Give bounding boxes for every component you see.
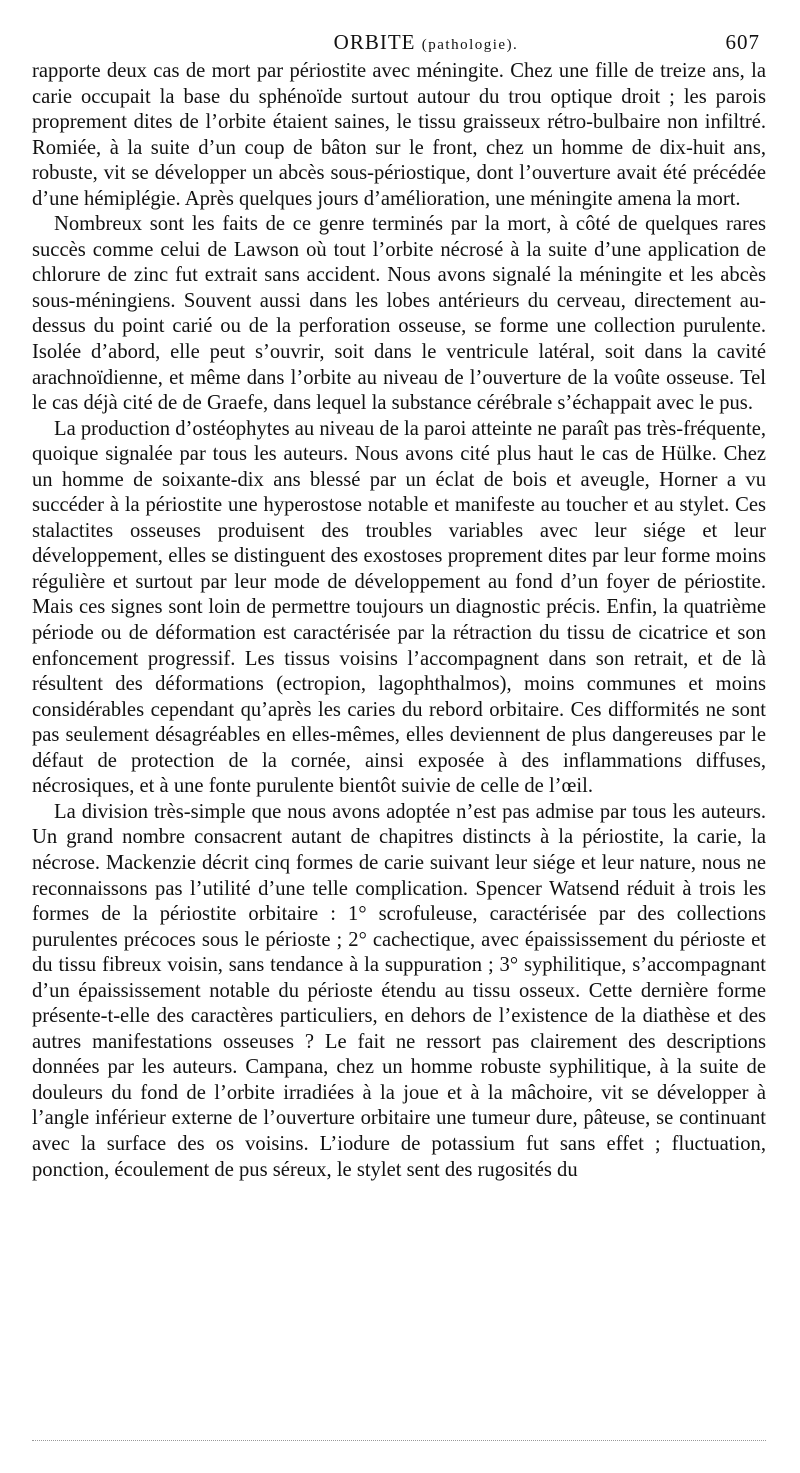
paragraph-3: La production d’ostéophytes au niveau de la paroi atteinte ne paraît pas très-fréquente, quoique signalée par tous les auteurs. Nous avons cité plus haut le cas de Hülke. Chez un homme de soixante-dix ans blessé par un éclat de bois et aveugle, Horner a vu succéder à la périostite une hyperostose notable et manifeste au toucher et au stylet. Ces stalactites osseuses produisent des troubles variables avec leur siége et leur développement, elles se distinguent des exostoses proprement dites par leur forme moins régulière et surtout par leur mode de développement au fond d’un foyer de périostite. Mais ces signes sont loin de permettre toujours un diagnostic précis. Enfin, la quatrième période ou de déformation est caractérisée par la rétraction du tissu de cicatrice et son enfoncement progressif. Les tissus voisins l’accompagnent dans son retrait, et de là résultent des déformations (ectropion, lagophthalmos), moins communes et moins considérables cependant qu’après les caries du rebord orbitaire. Ces difformités ne sont pas seulement désagréables en elles-mêmes, elles deviennent de plus dangereuses par le défaut de protection de la cornée, ainsi exposée à des inflammations diffuses, nécrosiques, et à une fonte purulente bientôt suivie de celle de l’œil.: [32, 417, 766, 798]
running-header: [32, 30, 760, 58]
body-text: [32, 59, 766, 1183]
page-bottom-rule: [32, 1440, 766, 1441]
paragraph-2: Nombreux sont les faits de ce genre terminés par la mort, à côté de quelques rares succès comme celui de Lawson où tout l’orbite nécrosé à la suite d’une application de chlorure de zinc fut extrait sans accident. Nous avons signalé la méningite et les abcès sous-méningiens. Souvent aussi dans les lobes antérieurs du cerveau, directement au-dessus du point carié ou de la perforation osseuse, se forme une collection purulente. Isolée d’abord, elle peut s’ouvrir, soit dans le ventricule latéral, soit dans la cavité arachnoïdienne, et même dans l’orbite au niveau de l’ouverture de la voûte osseuse. Tel le cas déjà cité de de Graefe, dans lequel la substance cérébrale s’échappait avec le pus.: [32, 213, 766, 415]
paragraph-4: La division très-simple que nous avons adoptée n’est pas admise par tous les auteurs. Un grand nombre consacrent autant de chapitres distincts à la périostite, la carie, la nécrose. Mackenzie décrit cinq formes de carie suivant leur siége et leur nature, nous ne reconnaissons pas l’utilité d’une telle complication. Spencer Watsend réduit à trois les formes de la périostite orbitaire : 1° scrofuleuse, caractérisée par des collections purulentes précoces sous le périoste ; 2° cachectique, avec épaississement du périoste et du tissu fibreux voisin, sans tendance à la suppuration ; 3° syphilitique, s’accompagnant d’un épaississement notable du périoste étendu au tissu osseux. Cette dernière forme présente-t-elle des caractères particuliers, en dehors de l’existence de la diathèse et des autres manifestations osseuses ? Le fait ne ressort pas clairement des descriptions données par les auteurs. Campana, chez un homme robuste syphilitique, à la suite de douleurs du fond de l’orbite irradiées à la joue et à la mâchoire, vit se développer à l’angle inférieur externe de l’ouverture orbitaire une tumeur dure, pâteuse, se continuant avec la surface des os voisins. L’iodure de potassium fut sans effet ; fluctuation, ponction, écoulement de pus séreux, le stylet sent des rugosités du: [32, 800, 766, 1181]
paragraph-1: rapporte deux cas de mort par périostite avec méningite. Chez une fille de treize ans, la carie occupait la base du sphénoïde surtout autour du trou optique droit ; les parois proprement dites de l’orbite étaient saines, le tissu graisseux rétro-bulbaire non infiltré. Romiée, à la suite d’un coup de bâton sur le front, chez un homme de dix-huit ans, robuste, vit se développer un abcès sous-périostique, dont l’ouverture avait été précédée d’une hémiplégie. Après quelques jours d’amélioration, une méningite amena la mort.: [32, 60, 766, 210]
page-number: 607: [725, 30, 760, 54]
running-title: [32, 30, 760, 55]
running-title-sub: (pathologie).: [421, 37, 519, 53]
running-title-main: ORBITE: [333, 30, 416, 54]
